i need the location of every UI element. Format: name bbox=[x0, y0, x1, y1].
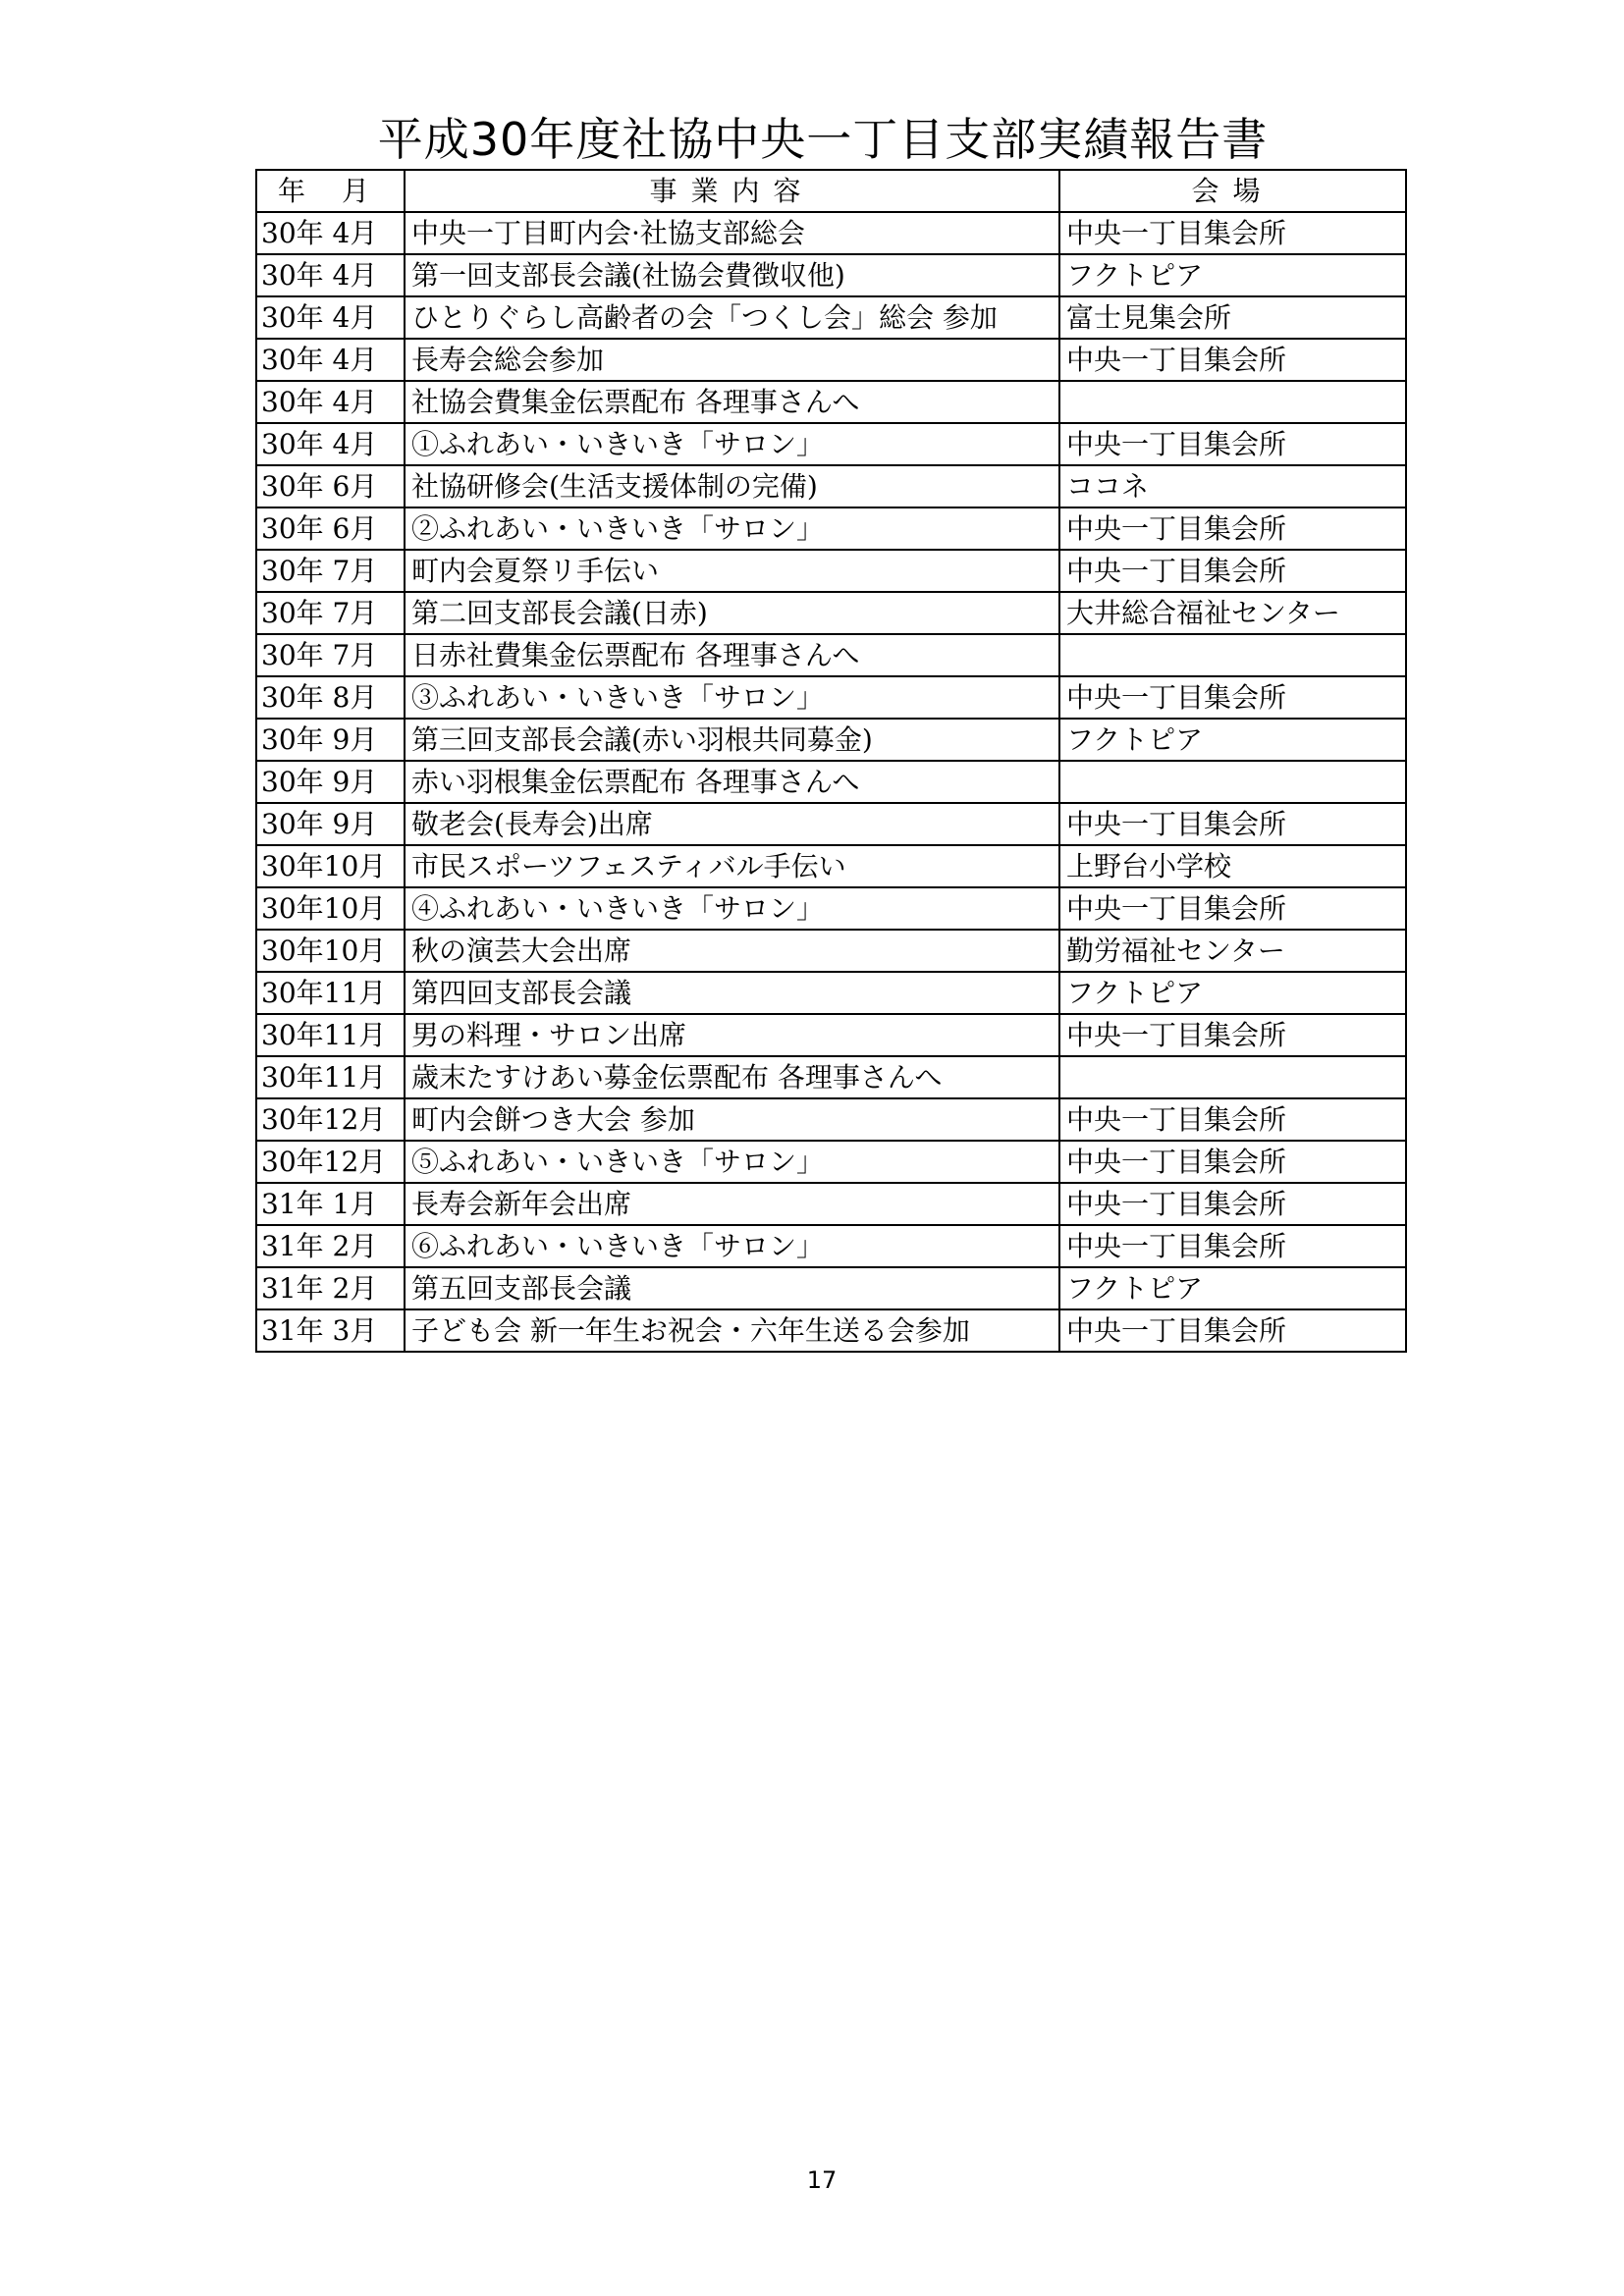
table-body bbox=[256, 212, 1406, 1352]
row-activity: 第四回支部長会議 bbox=[405, 972, 1059, 1014]
row-activity: 長寿会新年会出席 bbox=[405, 1183, 1059, 1225]
table-row bbox=[256, 550, 1406, 592]
row-year-month: 30年 4月 bbox=[256, 212, 405, 254]
table-row bbox=[256, 465, 1406, 507]
row-year-month: 31年 2月 bbox=[256, 1225, 405, 1267]
row-venue: 上野台小学校 bbox=[1059, 845, 1406, 887]
row-activity: 第二回支部長会議(日赤) bbox=[405, 592, 1059, 634]
table-row bbox=[256, 1183, 1406, 1225]
row-venue: ココネ bbox=[1059, 465, 1406, 507]
row-year-month: 31年 2月 bbox=[256, 1267, 405, 1309]
table-row bbox=[256, 1056, 1406, 1098]
row-year-month: 30年12月 bbox=[256, 1098, 405, 1141]
row-activity: ②ふれあい・いきいき「サロン」 bbox=[405, 507, 1059, 550]
row-venue: フクトピア bbox=[1059, 254, 1406, 296]
table-row bbox=[256, 845, 1406, 887]
row-venue: 中央一丁目集会所 bbox=[1059, 1183, 1406, 1225]
row-venue: フクトピア bbox=[1059, 1267, 1406, 1309]
row-activity: 男の料理・サロン出席 bbox=[405, 1014, 1059, 1056]
row-year-month: 30年12月 bbox=[256, 1141, 405, 1183]
table-row bbox=[256, 296, 1406, 339]
row-year-month: 30年 9月 bbox=[256, 803, 405, 845]
table-row bbox=[256, 930, 1406, 972]
row-year-month: 30年10月 bbox=[256, 930, 405, 972]
row-venue: 中央一丁目集会所 bbox=[1059, 676, 1406, 719]
row-venue: 勤労福祉センター bbox=[1059, 930, 1406, 972]
row-venue bbox=[1059, 381, 1406, 423]
table-row bbox=[256, 676, 1406, 719]
row-activity: 第五回支部長会議 bbox=[405, 1267, 1059, 1309]
table-row bbox=[256, 1141, 1406, 1183]
row-year-month: 30年11月 bbox=[256, 1056, 405, 1098]
table-row bbox=[256, 1309, 1406, 1352]
row-activity: 赤い羽根集金伝票配布 各理事さんへ bbox=[405, 761, 1059, 803]
table-row bbox=[256, 507, 1406, 550]
row-year-month: 30年 4月 bbox=[256, 381, 405, 423]
row-year-month: 30年 7月 bbox=[256, 550, 405, 592]
table-row bbox=[256, 1225, 1406, 1267]
row-year-month: 31年 1月 bbox=[256, 1183, 405, 1225]
header-venue: 会場 bbox=[1059, 170, 1406, 212]
row-year-month: 30年 6月 bbox=[256, 465, 405, 507]
row-activity: ⑤ふれあい・いきいき「サロン」 bbox=[405, 1141, 1059, 1183]
row-year-month: 30年 4月 bbox=[256, 296, 405, 339]
page-title: 平成30年度社協中央一丁目支部実績報告書 bbox=[377, 113, 1269, 166]
row-year-month: 30年11月 bbox=[256, 1014, 405, 1056]
row-year-month: 30年 7月 bbox=[256, 592, 405, 634]
table-row bbox=[256, 761, 1406, 803]
row-venue: フクトピア bbox=[1059, 719, 1406, 761]
header-year-month: 年 月 bbox=[256, 170, 405, 212]
row-year-month: 30年10月 bbox=[256, 845, 405, 887]
header-row bbox=[256, 170, 1406, 212]
row-venue bbox=[1059, 1056, 1406, 1098]
row-activity: 町内会夏祭リ手伝い bbox=[405, 550, 1059, 592]
table-row bbox=[256, 423, 1406, 465]
row-activity: ④ふれあい・いきいき「サロン」 bbox=[405, 887, 1059, 930]
row-venue: 中央一丁目集会所 bbox=[1059, 507, 1406, 550]
table-row bbox=[256, 972, 1406, 1014]
table-header bbox=[256, 170, 1406, 212]
header-activity: 事業内容 bbox=[405, 170, 1059, 212]
table-row bbox=[256, 592, 1406, 634]
row-venue: 中央一丁目集会所 bbox=[1059, 803, 1406, 845]
row-activity: 日赤社費集金伝票配布 各理事さんへ bbox=[405, 634, 1059, 676]
row-venue: 中央一丁目集会所 bbox=[1059, 1225, 1406, 1267]
row-activity: 第一回支部長会議(社協会費徴収他) bbox=[405, 254, 1059, 296]
row-venue: 中央一丁目集会所 bbox=[1059, 1309, 1406, 1352]
table-row bbox=[256, 254, 1406, 296]
row-activity: ⑥ふれあい・いきいき「サロン」 bbox=[405, 1225, 1059, 1267]
row-venue: 中央一丁目集会所 bbox=[1059, 339, 1406, 381]
row-venue: 富士見集会所 bbox=[1059, 296, 1406, 339]
table-row bbox=[256, 381, 1406, 423]
row-year-month: 30年 6月 bbox=[256, 507, 405, 550]
row-venue bbox=[1059, 761, 1406, 803]
row-activity: 敬老会(長寿会)出席 bbox=[405, 803, 1059, 845]
table-row bbox=[256, 719, 1406, 761]
row-activity: ひとりぐらし高齢者の会「つくし会」総会 参加 bbox=[405, 296, 1059, 339]
row-year-month: 30年 9月 bbox=[256, 719, 405, 761]
row-year-month: 30年 4月 bbox=[256, 339, 405, 381]
row-year-month: 30年11月 bbox=[256, 972, 405, 1014]
row-year-month: 30年 9月 bbox=[256, 761, 405, 803]
table-row bbox=[256, 339, 1406, 381]
row-activity: 中央一丁目町内会·社協支部総会 bbox=[405, 212, 1059, 254]
table-row bbox=[256, 1267, 1406, 1309]
row-year-month: 30年 8月 bbox=[256, 676, 405, 719]
row-venue: フクトピア bbox=[1059, 972, 1406, 1014]
row-venue: 中央一丁目集会所 bbox=[1059, 212, 1406, 254]
row-venue bbox=[1059, 634, 1406, 676]
row-venue: 中央一丁目集会所 bbox=[1059, 1098, 1406, 1141]
row-venue: 中央一丁目集会所 bbox=[1059, 887, 1406, 930]
row-venue: 中央一丁目集会所 bbox=[1059, 423, 1406, 465]
activity-report-table bbox=[255, 169, 1407, 1353]
table-row bbox=[256, 887, 1406, 930]
table-row bbox=[256, 634, 1406, 676]
row-activity: 歳末たすけあい募金伝票配布 各理事さんへ bbox=[405, 1056, 1059, 1098]
row-activity: 社協会費集金伝票配布 各理事さんへ bbox=[405, 381, 1059, 423]
page-number: 17 bbox=[806, 2166, 838, 2194]
row-activity: 子ども会 新一年生お祝会・六年生送る会参加 bbox=[405, 1309, 1059, 1352]
row-year-month: 30年10月 bbox=[256, 887, 405, 930]
row-activity: ①ふれあい・いきいき「サロン」 bbox=[405, 423, 1059, 465]
row-activity: 秋の演芸大会出席 bbox=[405, 930, 1059, 972]
row-venue: 大井総合福祉センター bbox=[1059, 592, 1406, 634]
row-venue: 中央一丁目集会所 bbox=[1059, 1141, 1406, 1183]
row-year-month: 30年 4月 bbox=[256, 423, 405, 465]
row-activity: ③ふれあい・いきいき「サロン」 bbox=[405, 676, 1059, 719]
row-activity: 長寿会総会参加 bbox=[405, 339, 1059, 381]
row-venue: 中央一丁目集会所 bbox=[1059, 1014, 1406, 1056]
row-activity: 社協研修会(生活支援体制の完備) bbox=[405, 465, 1059, 507]
row-activity: 町内会餅つき大会 参加 bbox=[405, 1098, 1059, 1141]
table-row bbox=[256, 1014, 1406, 1056]
row-venue: 中央一丁目集会所 bbox=[1059, 550, 1406, 592]
table-row bbox=[256, 212, 1406, 254]
row-year-month: 30年 7月 bbox=[256, 634, 405, 676]
row-year-month: 30年 4月 bbox=[256, 254, 405, 296]
table-row bbox=[256, 803, 1406, 845]
row-activity: 市民スポーツフェスティバル手伝い bbox=[405, 845, 1059, 887]
row-activity: 第三回支部長会議(赤い羽根共同募金) bbox=[405, 719, 1059, 761]
table-row bbox=[256, 1098, 1406, 1141]
row-year-month: 31年 3月 bbox=[256, 1309, 405, 1352]
